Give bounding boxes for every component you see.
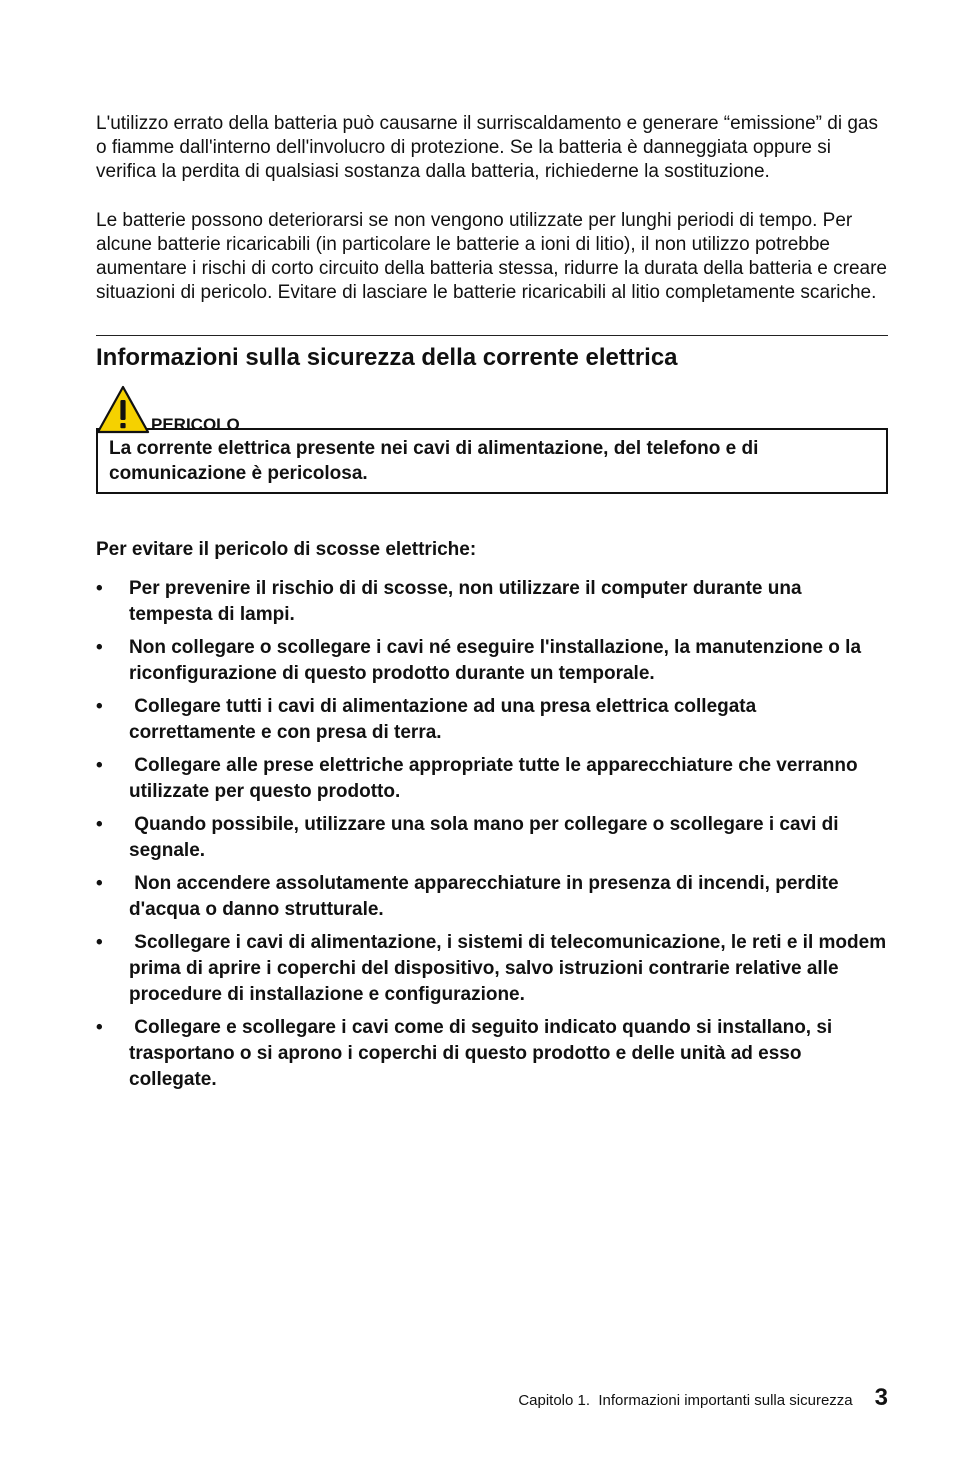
list-item [96, 812, 888, 864]
list-item-text: Non accendere assolutamente apparecchiature in presenza di incendi, perdite d'acqua o danno strutturale. [129, 873, 844, 921]
warning-triangle-icon [96, 385, 150, 435]
bullet-marker: • [96, 932, 103, 954]
list-item-text: Scollegare i cavi di alimentazione, i sistemi di telecomunicazione, le reti e il modem prima di aprire i coperchi del dispositivo, salvo istruzioni contrarie relative alle procedure di installazione e configurazione. [129, 932, 892, 1006]
body-paragraph: L'utilizzo errato della batteria può causarne il surriscaldamento e generare “emissione” di gas o fiamme dall'interno dell'involucro di protezione. Se la batteria è danneggiata oppure si verifica la perdita di qualsiasi sostanza dalla batteria, richiederne la sostituzione. [96, 113, 878, 183]
bullet-marker: • [96, 1017, 103, 1039]
bullet-marker: • [96, 696, 103, 718]
list-item-text: Collegare e scollegare i cavi come di seguito indicato quando si installano, si trasportano o si aprono i coperchi di questo prodotto e delle unità ad esso collegate. [129, 1017, 838, 1091]
lead-sentence: Per evitare il pericolo di scosse elettriche: [96, 539, 477, 561]
list-item-text: Collegare alle prese elettriche appropriate tutte le apparecchiature che verranno utilizzate per questo prodotto. [129, 755, 863, 803]
safety-list [96, 576, 892, 1093]
page-footer [0, 1384, 888, 1412]
list-item [96, 1015, 888, 1093]
list-item-text: Per prevenire il rischio di di scosse, non utilizzare il computer durante una tempesta di lampi. [129, 578, 802, 626]
list-item-text: Quando possibile, utilizzare una sola mano per collegare o scollegare i cavi di segnale. [129, 814, 844, 862]
danger-header [96, 385, 888, 441]
list-item [96, 871, 888, 923]
bullet-marker: • [96, 755, 103, 777]
page-number: 3 [874, 1384, 888, 1411]
list-item [96, 930, 892, 1008]
body-paragraph: Le batterie possono deteriorarsi se non vengono utilizzate per lunghi periodi di tempo. Per alcune batterie ricaricabili (in particolare le batterie a ioni di litio), il non utilizzo potrebbe aumentare i rischi di corto circuito della batteria stessa, ridurre la durata della batteria e creare situazioni di pericolo. Evitare di lasciare le batterie ricaricabili al litio completamente scariche. [96, 209, 887, 304]
bullet-marker: • [96, 814, 103, 836]
list-item-text: Collegare tutti i cavi di alimentazione ad una presa elettrica collegata correttamente e con presa di terra. [129, 696, 762, 744]
danger-box: La corrente elettrica presente nei cavi di alimentazione, del telefono e di comunicazione è pericolosa. [96, 428, 888, 494]
bullet-marker: • [96, 873, 103, 895]
section-divider [96, 335, 888, 336]
bullet-marker: • [96, 637, 103, 659]
list-item [96, 635, 888, 687]
danger-label: PERICOLO [151, 415, 240, 435]
list-item [96, 576, 888, 628]
document-page [96, 112, 892, 1100]
bullet-marker: • [96, 578, 103, 600]
list-item [96, 694, 888, 746]
list-item [96, 753, 888, 805]
list-item-text: Non collegare o scollegare i cavi né eseguire l'installazione, la manutenzione o la riconfigurazione di questo prodotto durante un temporale. [129, 637, 862, 685]
footer-chapter: Capitolo 1. Informazioni importanti sulla sicurezza [518, 1392, 853, 1409]
section-title: Informazioni sulla sicurezza della corrente elettrica [96, 344, 678, 372]
